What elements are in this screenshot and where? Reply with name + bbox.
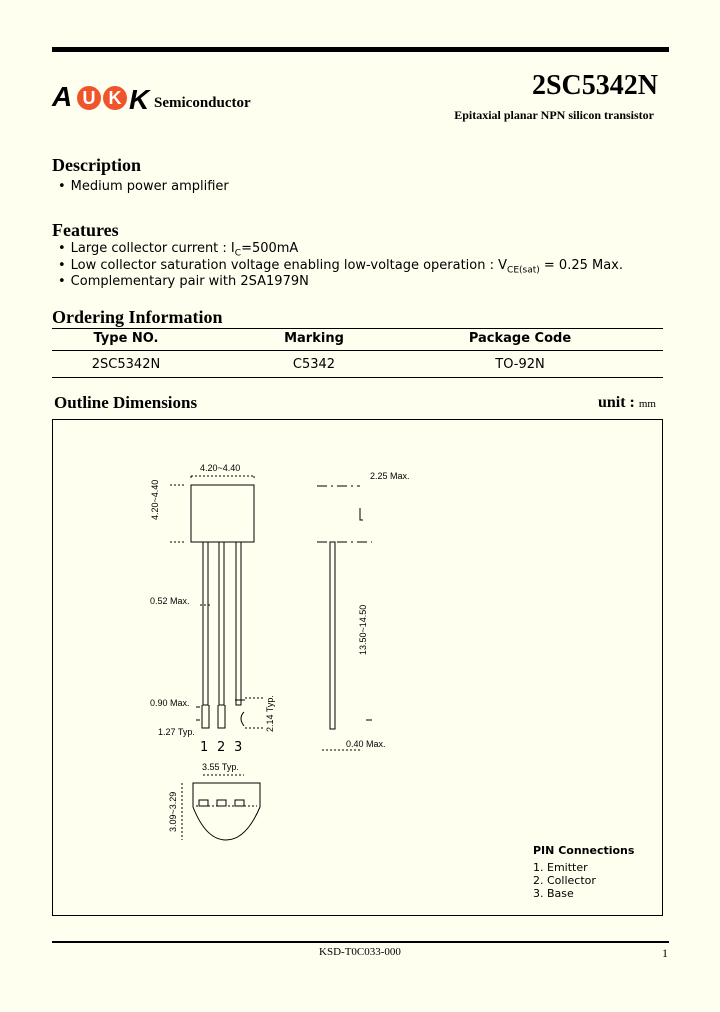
bottom-pin-1 [199, 800, 208, 806]
lead-3-curve [241, 712, 244, 726]
footer-doc-code: KSD-T0C033-000 [319, 946, 401, 958]
col-type-no: Type NO. [93, 331, 159, 346]
dim-lead-width: 0.52 Max. [150, 596, 190, 606]
logo-letter-a: A [52, 81, 73, 112]
dim-bottom-width: 3.55 Typ. [202, 762, 239, 772]
dim-body-width: 4.20~4.40 [200, 463, 241, 473]
col-marking: Marking [284, 331, 344, 346]
pin-connection-1: 1. Emitter [533, 861, 588, 874]
bottom-pin-2 [217, 800, 226, 806]
dim-lead-length: 13.50~14.50 [358, 604, 368, 655]
lead-2-foot [218, 705, 225, 728]
bottom-view-body [193, 783, 260, 840]
dim-pitch: 1.27 Typ. [158, 727, 195, 737]
table-cell-type: 2SC5342N [91, 357, 161, 372]
brand-name: Semiconductor [154, 95, 251, 111]
col-package-code: Package Code [468, 331, 572, 346]
front-body [191, 485, 254, 542]
feature-item-1: • Large collector current : $I_C=500mA$ [58, 241, 298, 259]
pin-connections-title: PIN Connections [533, 844, 635, 857]
feature-item-3: • Complementary pair with 2SA1979N [58, 274, 309, 289]
dim-body-height: 4.20~4.40 [150, 479, 160, 520]
dim-lead-thickness: 0.40 Max. [346, 739, 386, 749]
feature-item-2: • Low collector saturation voltage enabling low-voltage operation : $V_{CE(sat)} = 0.25$ Max. [58, 258, 623, 276]
bottom-pin-3 [235, 800, 244, 806]
footer-page-number: 1 [662, 946, 668, 960]
pin-number-2: 2 [217, 740, 226, 755]
side-lead [330, 542, 335, 729]
pin-connection-3: 3. Base [533, 887, 574, 900]
lead-1-foot [202, 705, 209, 728]
pin-number-3: 3 [234, 740, 243, 755]
table-cell-marking: C5342 [292, 357, 336, 372]
table-cell-package: TO-92N [495, 357, 545, 372]
unit-label: unit : mm [597, 394, 656, 411]
part-number: 2SC5342N [531, 70, 658, 101]
outline-heading: Outline Dimensions [54, 393, 198, 412]
dim-bend: 2.14 Typ. [265, 695, 275, 732]
features-heading: Features [52, 220, 119, 240]
dim-side-thickness: 2.25 Max. [370, 471, 410, 481]
pin-number-1: 1 [200, 740, 209, 755]
pin-connection-2: 2. Collector [533, 874, 596, 887]
logo-letter-u: U [77, 86, 101, 110]
lead-1 [203, 542, 208, 705]
description-heading: Description [52, 155, 141, 175]
dim-lead-root: 0.90 Max. [150, 698, 190, 708]
part-subtitle: Epitaxial planar NPN silicon transistor [454, 108, 654, 122]
description-item: • Medium power amplifier [58, 179, 229, 194]
lead-2 [219, 542, 224, 705]
ordering-heading: Ordering Information [52, 307, 223, 327]
dim-bottom-depth: 3.09~3.29 [168, 791, 178, 832]
company-logo: K [129, 84, 150, 115]
logo-letter-k: K [103, 86, 127, 110]
lead-3 [236, 542, 241, 705]
footer-rule [52, 941, 669, 943]
